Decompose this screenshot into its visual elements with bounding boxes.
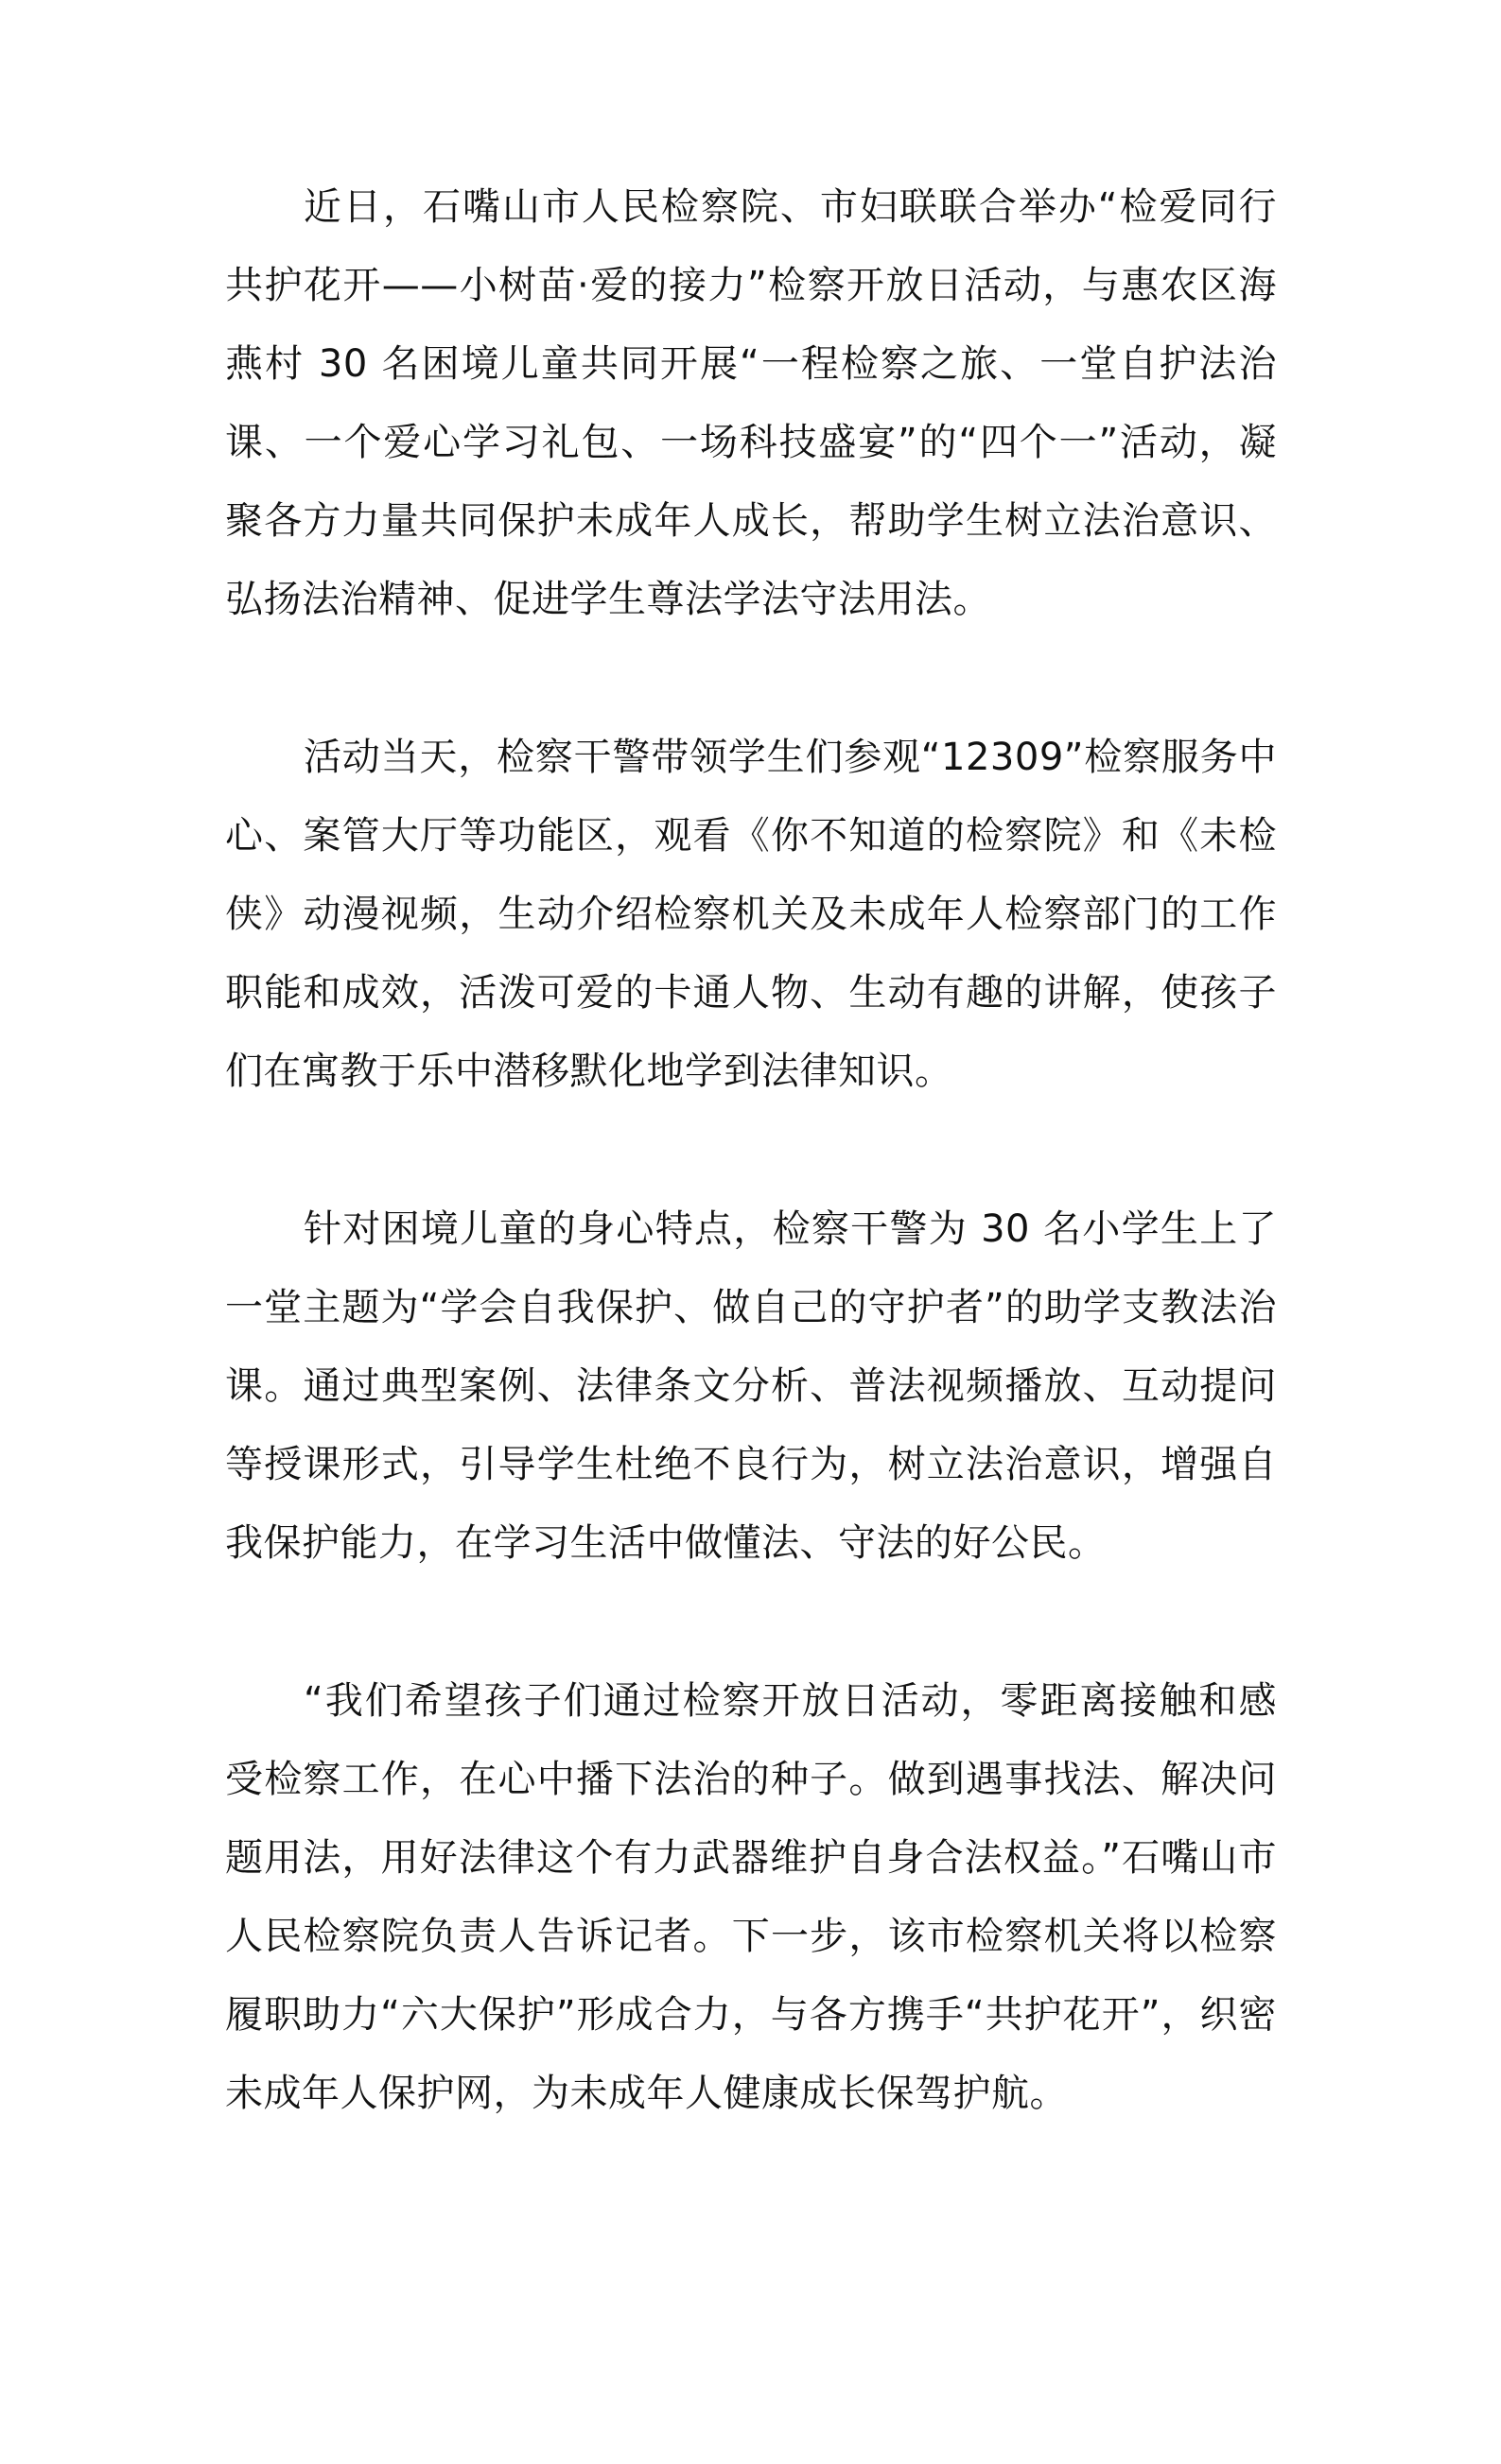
paragraph-4: “我们希望孩子们通过检察开放日活动，零距离接触和感受检察工作，在心中播下法治的种子。做到遇事找法、解决问题用法，用好法律这个有力武器维护自身合法权益。”石嘴山市人民检察院负责人告诉记者。下一步，该市检察机关将以检察履职助力“六大保护”形成合力，与各方携手“共护花开”，织密未成年人保护网，为未成年人健康成长保驾护航。	[225, 1679, 1277, 2115]
paragraph-1: 近日，石嘴山市人民检察院、市妇联联合举办“检爱同行 共护花开——小树苗·爱的接力”检察开放日活动，与惠农区海燕村 30 名困境儿童共同开展“一程检察之旅、一堂自护法治课、一个爱心学习礼包、一场科技盛宴”的“四个一”活动，凝聚各方力量共同保护未成年人成长，帮助学生树立法治意识、弘扬法治精神、促进学生尊法学法守法用法。	[225, 185, 1316, 621]
article-body	[225, 168, 1316, 2212]
paragraph-3: 针对困境儿童的身心特点，检察干警为 30 名小学生上了一堂主题为“学会自我保护、做自己的守护者”的助学支教法治课。通过典型案例、法律条文分析、普法视频播放、互动提问等授课形式，引导学生杜绝不良行为，树立法治意识，增强自我保护能力，在学习生活中做懂法、守法的好公民。	[225, 1207, 1277, 1565]
paragraph-2: 活动当天，检察干警带领学生们参观“12309”检察服务中心、案管大厅等功能区，观看《你不知道的检察院》和《未检侠》动漫视频，生动介绍检察机关及未成年人检察部门的工作职能和成效，活泼可爱的卡通人物、生动有趣的讲解，使孩子们在寓教于乐中潜移默化地学到法律知识。	[225, 736, 1277, 1093]
